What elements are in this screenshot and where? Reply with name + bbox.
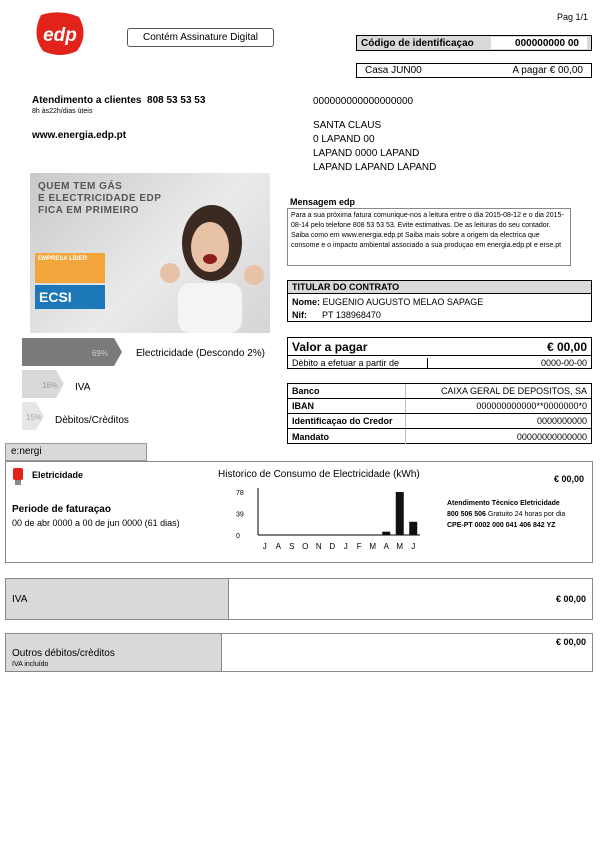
- address-code: 000000000000000000: [313, 96, 414, 107]
- chart-y-tick: 39: [236, 511, 244, 519]
- message-text: Para a sua próxima fatura comunique-nos a leitura entre o dia 2015-08-12 e o dia 2015-08-14 pelo telefone 808 53 53 53. Evite estimativas. De as leituras do seu contador. Saiba como em www.energia.edp.pt Saiba mais sobre a origem da electrica que consome e o impacto ambiental associado a sua produçao em energia.edp.pt e erse.pt: [291, 212, 564, 249]
- energi-tab: [5, 443, 147, 461]
- bulb-icon: [12, 468, 24, 486]
- chart-bar: [382, 532, 390, 535]
- breakdown-label-iva: IVA: [75, 382, 91, 393]
- address-block: [313, 95, 436, 175]
- message-title: Mensagem edp: [290, 197, 356, 207]
- titular-title: TITULAR DO CONTRATO: [288, 281, 591, 294]
- titular-box: [287, 280, 592, 322]
- customer-service-label: Atendimento a clientes: [32, 95, 142, 106]
- bank-row-label: Mandato: [288, 429, 406, 444]
- atendimento-title: Atendimento Tècnico Eletricidade: [447, 500, 560, 507]
- periodo-label: Periode de faturaçao: [12, 504, 111, 515]
- consumption-chart: [210, 480, 440, 560]
- breakdown-pct-debitos: 15%: [25, 413, 42, 422]
- bank-table: [287, 383, 592, 444]
- outros-section: [5, 633, 593, 672]
- bank-row-label: IBAN: [288, 399, 406, 413]
- chart-x-tick: J: [343, 542, 348, 551]
- edp-logo: [33, 11, 87, 57]
- outros-amount: € 00,00: [555, 637, 586, 647]
- atendimento-block: [447, 498, 587, 531]
- nome-value: EUGENIO AUGUSTO MELAO SAPAGE: [322, 297, 484, 307]
- digital-signature-label: Contém Assinature Digital: [142, 32, 259, 43]
- bank-row: [288, 429, 591, 444]
- breakdown-label-debitos: Dèbitos/Crèditos: [55, 415, 129, 426]
- chart-title: Historico de Consumo de Electricidade (kWh): [218, 469, 420, 480]
- badge-empresa: [35, 253, 105, 283]
- chart-x-tick: D: [329, 542, 336, 551]
- bank-row-label: Banco: [288, 384, 406, 398]
- electricidade-amount: € 00,00: [553, 474, 584, 484]
- iva-section: [5, 578, 593, 620]
- message-box: [287, 208, 571, 266]
- address-line: 0 LAPAND 00: [313, 134, 375, 145]
- bank-row-value: 00000000000000: [516, 431, 587, 442]
- energi-label: e:nergi: [11, 446, 42, 457]
- valor-amount: € 00,00: [546, 339, 587, 354]
- bank-row: [288, 384, 591, 399]
- bank-row: [288, 399, 591, 414]
- cpe-code: CPE-PT 0002 000 041 406 842 YZ: [447, 522, 556, 529]
- nif-label: Nif:: [292, 310, 307, 320]
- promo-headline-line: E ELECTRICIDADE EDP: [38, 193, 162, 204]
- promo-headline: [38, 181, 161, 217]
- promo-headline-line: QUEM TEM GÁS: [38, 181, 123, 192]
- debito-label: Dèbito a efetuar a partir de: [288, 358, 428, 368]
- breakdown-label-electricidade: Electricidade (Descondo 2%): [136, 348, 265, 359]
- chart-x-tick: M: [396, 542, 404, 551]
- chart-x-tick: F: [356, 542, 362, 551]
- woman-photo: [150, 203, 270, 333]
- bank-row-label: Identificaçao do Credor: [288, 414, 406, 428]
- bank-row-value: CAIXA GERAL DE DEPOSITOS, SA: [440, 386, 587, 396]
- id-value: 000000000 00: [491, 37, 587, 49]
- atendimento-text: Gratuito 24 horas por dia: [487, 511, 566, 518]
- nome-label: Nome:: [292, 297, 321, 307]
- customer-service: [32, 95, 205, 106]
- nif-value: PT 138968470: [322, 310, 381, 320]
- chart-x-tick: J: [262, 542, 267, 551]
- promo-headline-line: FICA EM PRIMEIRO: [38, 205, 139, 216]
- valor-box: [287, 337, 592, 369]
- iva-label: IVA: [12, 593, 28, 605]
- digital-signature-box: [127, 28, 274, 47]
- bank-row-value: 000000000000**0000000*0: [476, 401, 587, 411]
- ecsi-label: ECSI: [39, 289, 72, 305]
- chart-x-tick: J: [411, 542, 416, 551]
- service-hours: 8h às22h/dias úteis: [32, 108, 93, 115]
- outros-label: Outros débitos/crèditos: [12, 648, 115, 659]
- chart-x-tick: O: [302, 542, 309, 551]
- bank-row: [288, 414, 591, 429]
- periodo-value: 00 de abr 0000 a 00 de jun 0000 (61 dias): [12, 518, 180, 528]
- promo-image: [30, 173, 270, 333]
- outros-sub: IVA incluído: [12, 661, 49, 668]
- address-line: LAPAND LAPAND LAPAND: [313, 162, 437, 173]
- address-line: LAPAND 0000 LAPAND: [313, 148, 420, 159]
- chart-x-tick: N: [315, 542, 322, 551]
- website-link[interactable]: www.energia.edp.pt: [32, 130, 127, 141]
- id-label: Código de identificaçao: [361, 37, 474, 49]
- breakdown-pct-electricidade: 69%: [91, 349, 108, 358]
- badge-empresa-label: EMPRESA LÍDER: [38, 256, 88, 262]
- chart-x-tick: A: [275, 542, 281, 551]
- valor-label: Valor a pagar: [292, 339, 368, 354]
- casa-label: Casa JUN00: [365, 65, 422, 76]
- iva-amount: € 00,00: [555, 594, 586, 604]
- address-line: SANTA CLAUS: [313, 120, 382, 131]
- chart-y-tick: 0: [236, 533, 240, 540]
- electricidade-title: Eletricidade: [32, 470, 84, 480]
- bank-row-value: 0000000000: [536, 416, 587, 426]
- casa-box: [356, 63, 592, 78]
- customer-service-phone: 808 53 53 53: [147, 95, 206, 106]
- chart-x-tick: M: [369, 542, 377, 551]
- page-number: Pag 1/1: [556, 12, 588, 22]
- svg-text:edp: edp: [43, 25, 77, 46]
- chart-x-tick: S: [289, 542, 295, 551]
- chart-x-tick: A: [383, 542, 389, 551]
- breakdown-pct-iva: 16%: [41, 381, 58, 390]
- chart-bar: [409, 522, 417, 535]
- chart-y-tick: 78: [236, 490, 244, 497]
- id-box: [356, 35, 592, 51]
- atendimento-phone: 800 506 506: [447, 511, 486, 518]
- debito-date: 0000-00-00: [540, 357, 587, 368]
- chart-bar: [396, 492, 404, 535]
- a-pagar-label: A pagar € 00,00: [512, 65, 583, 76]
- ecsi-badge: [35, 285, 105, 309]
